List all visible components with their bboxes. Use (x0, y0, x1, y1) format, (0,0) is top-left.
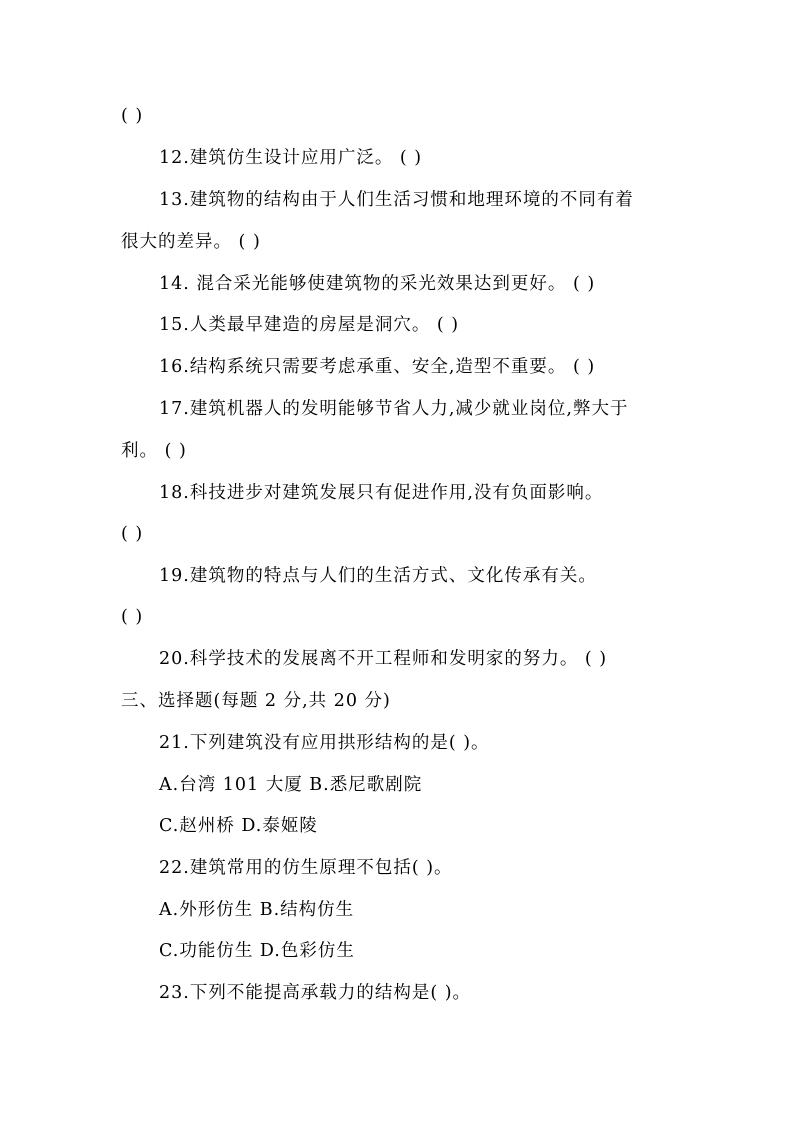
question-20: 20.科学技术的发展离不开工程师和发明家的努力。 ( ) (159, 649, 608, 669)
answer-bracket-11: ( ) (121, 106, 144, 126)
question-23: 23.下列不能提高承载力的结构是( )。 (159, 983, 472, 1003)
question-13: 13.建筑物的结构由于人们生活习惯和地理环境的不同有着 (159, 190, 634, 210)
question-18: 18.科技进步对建筑发展只有促进作用,没有负面影响。 (159, 483, 604, 503)
answer-bracket-19: ( ) (121, 607, 144, 627)
question-21-options-ab: A.台湾 101 大厦 B.悉尼歌剧院 (159, 775, 423, 795)
section-heading-choice: 三、选择题(每题 2 分,共 20 分) (121, 691, 391, 711)
answer-bracket-18: ( ) (121, 524, 144, 544)
question-21-options-cd: C.赵州桥 D.泰姬陵 (159, 816, 318, 836)
question-21: 21.下列建筑没有应用拱形结构的是( )。 (159, 733, 490, 753)
question-19: 19.建筑物的特点与人们的生活方式、文化传承有关。 (159, 566, 597, 586)
question-13-continued: 很大的差异。 ( ) (121, 232, 261, 252)
question-17-continued: 利。 ( ) (121, 441, 187, 461)
question-12: 12.建筑仿生设计应用广泛。 ( ) (159, 148, 423, 168)
question-22-options-ab: A.外形仿生 B.结构仿生 (159, 900, 355, 920)
question-15: 15.人类最早建造的房屋是洞穴。 ( ) (159, 315, 460, 335)
question-17: 17.建筑机器人的发明能够节省人力,减少就业岗位,弊大于 (159, 399, 629, 419)
question-14: 14. 混合采光能够使建筑物的采光效果达到更好。 ( ) (159, 274, 596, 294)
question-22-options-cd: C.功能仿生 D.色彩仿生 (159, 941, 355, 961)
question-16: 16.结构系统只需要考虑承重、安全,造型不重要。 ( ) (159, 357, 596, 377)
question-22: 22.建筑常用的仿生原理不包括( )。 (159, 858, 453, 878)
